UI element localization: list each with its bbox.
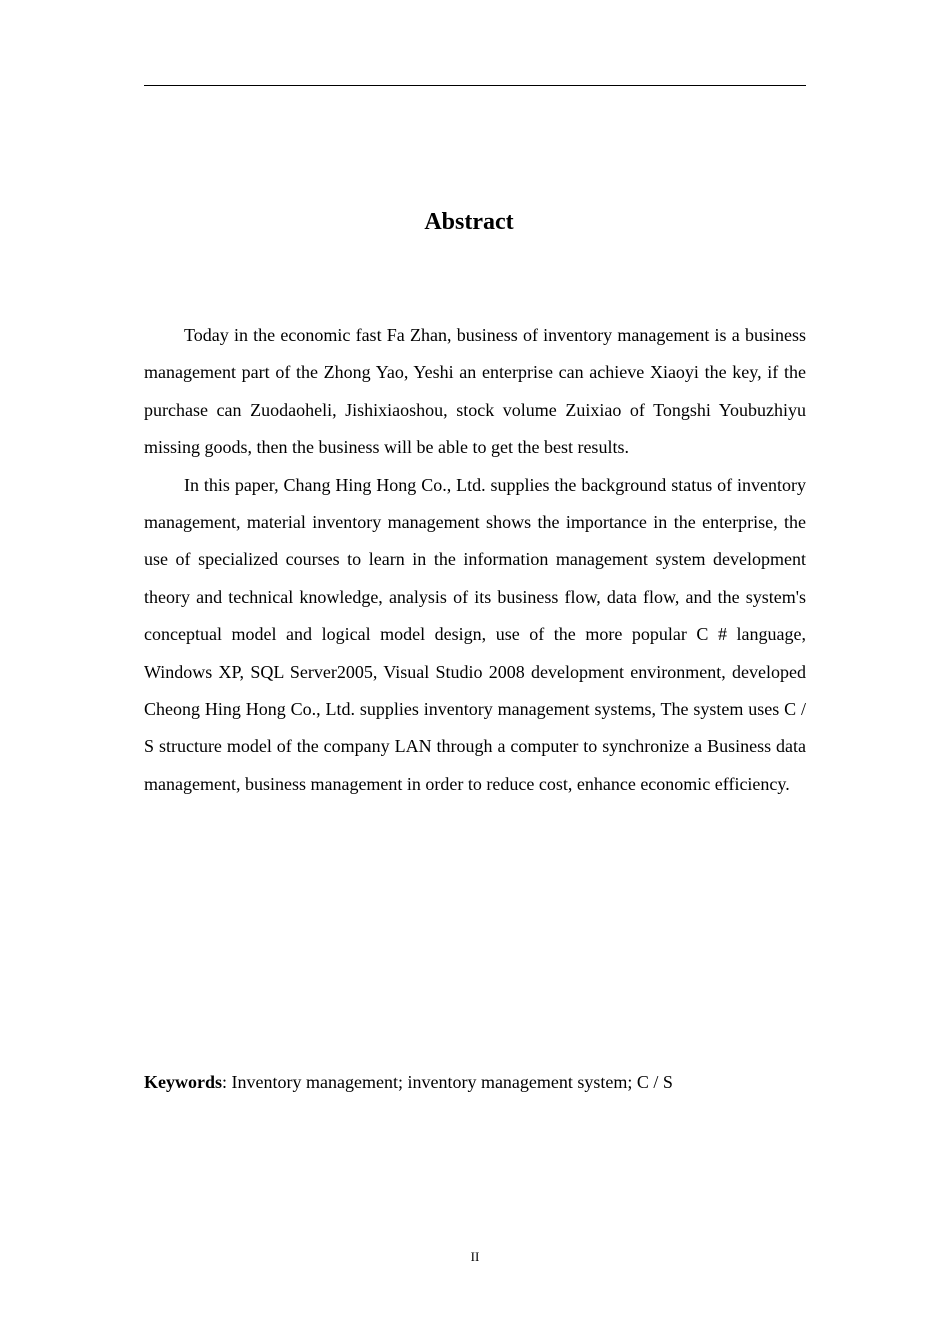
keywords-label: Keywords (144, 1072, 222, 1092)
page-number: II (470, 1249, 480, 1264)
keywords-line (144, 1068, 806, 1096)
keywords-text: Inventory management; inventory management system; C / S (231, 1072, 673, 1092)
abstract-body (144, 317, 806, 803)
header-rule (144, 85, 806, 86)
keywords-separator: : (222, 1072, 232, 1092)
abstract-paragraph-2: In this paper, Chang Hing Hong Co., Ltd. supplies the background status of inventory management, material inventory management shows the importance in the enterprise, the use of specialized courses to learn in the information management system development theory and technical knowledge, analysis of its business flow, data flow, and the system's conceptual model and logical model design, use of the more popular C # language, Windows XP, SQL Server2005, Visual Studio 2008 development environment, developed Cheong Hing Hong Co., Ltd. supplies inventory management systems, The system uses C / S structure model of the company LAN through a computer to synchronize a Business data management, business management in order to reduce cost, enhance economic efficiency. (144, 474, 806, 794)
abstract-paragraph-1: Today in the economic fast Fa Zhan, business of inventory management is a business management part of the Zhong Yao, Yeshi an enterprise can achieve Xiaoyi the key, if the purchase can Zuodaoheli, Jishixiaoshou, stock volume Zuixiao of Tongshi Youbuzhiyu missing goods, then the business will be able to get the best results. (144, 325, 806, 458)
page-title: Abstract (424, 209, 514, 235)
